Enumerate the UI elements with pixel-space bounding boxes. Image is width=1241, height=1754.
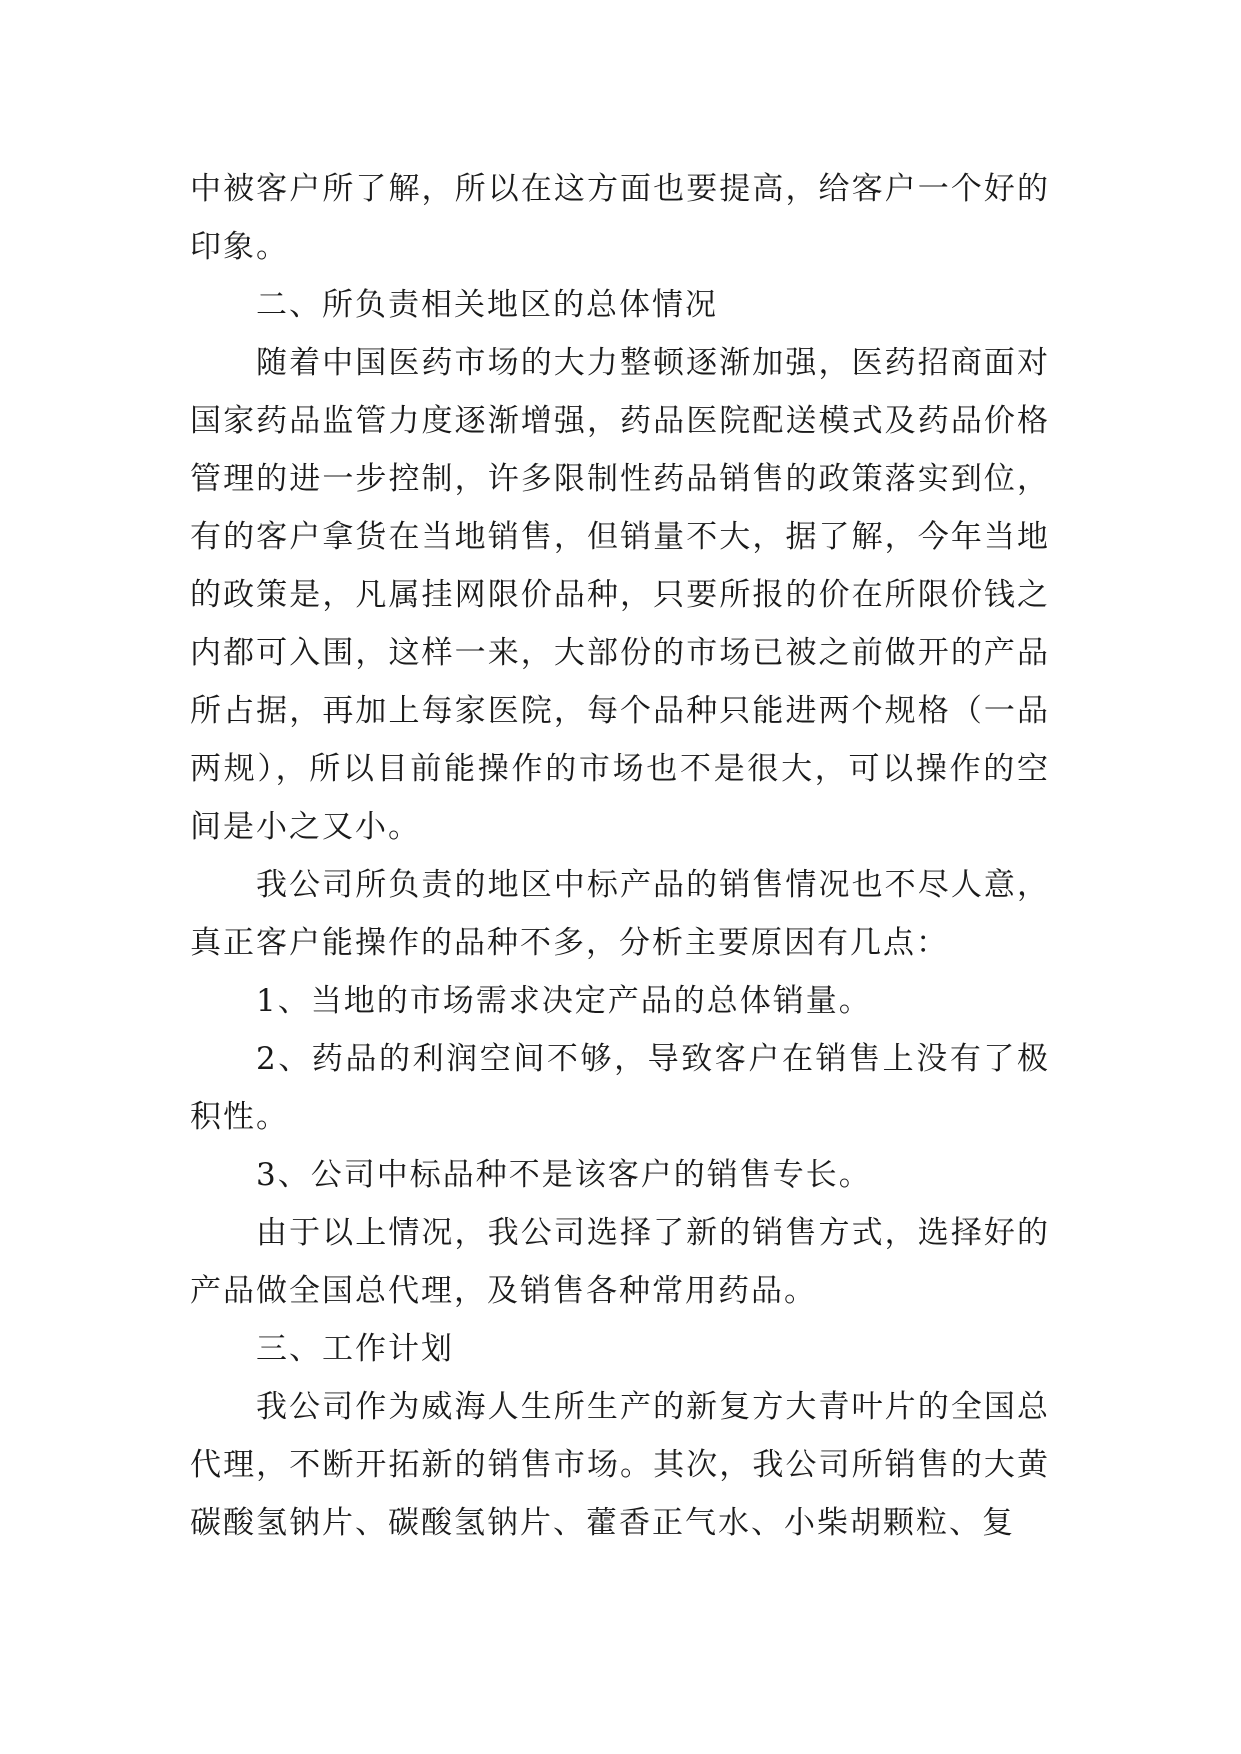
section-heading-2: 二、所负责相关地区的总体情况: [256, 287, 718, 323]
paragraph-sales-situation: 我公司所负责的地区中标产品的销售情况也不尽人意，真正客户能操作的品种不多，分析主要原因有几点：: [190, 867, 1050, 961]
list-item-reason-1: 1、当地的市场需求决定产品的总体销量。: [256, 983, 872, 1019]
section-heading-3: 三、工作计划: [256, 1331, 454, 1367]
document-body: [190, 160, 1050, 1552]
paragraph-work-plan: 我公司作为威海人生所生产的新复方大青叶片的全国总代理，不断开拓新的销售市场。其次，我公司所销售的大黄碳酸氢钠片、碳酸氢钠片、藿香正气水、小柴胡颗粒、复: [190, 1389, 1050, 1541]
paragraph-continuation: 中被客户所了解，所以在这方面也要提高，给客户一个好的印象。: [190, 171, 1050, 265]
list-item-reason-2: 2、药品的利润空间不够，导致客户在销售上没有了极积性。: [190, 1041, 1050, 1135]
list-item-reason-3: 3、公司中标品种不是该客户的销售专长。: [256, 1157, 872, 1193]
paragraph-market-overview: 随着中国医药市场的大力整顿逐渐加强，医药招商面对国家药品监管力度逐渐增强，药品医院配送模式及药品价格管理的进一步控制，许多限制性药品销售的政策落实到位，有的客户拿货在当地销售，但销量不大，据了解，今年当地的政策是，凡属挂网限价品种，只要所报的价在所限价钱之内都可入围，这样一来，大部份的市场已被之前做开的产品所占据，再加上每家医院，每个品种只能进两个规格（一品两规），所以目前能操作的市场也不是很大，可以操作的空间是小之又小。: [190, 345, 1050, 845]
paragraph-new-approach: 由于以上情况，我公司选择了新的销售方式，选择好的产品做全国总代理，及销售各种常用药品。: [190, 1215, 1050, 1309]
